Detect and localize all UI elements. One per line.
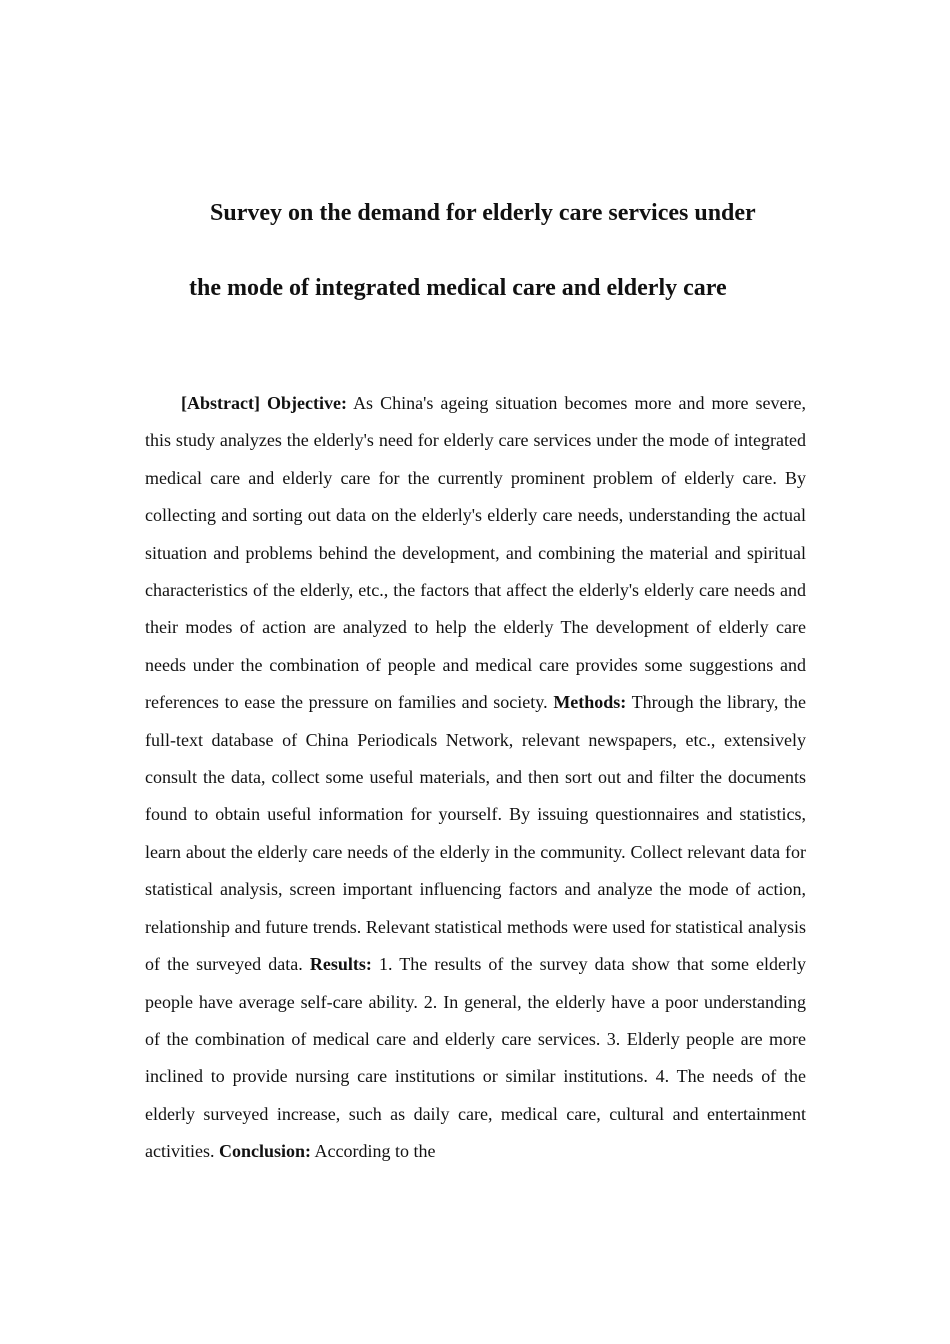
title-line-1: Survey on the demand for elderly care services under [210,200,756,226]
methods-label: Methods: [553,692,627,713]
abstract-paragraph [145,385,806,1171]
objective-text: As China's ageing situation becomes more and more severe, this study analyzes the elderly's need for elderly care services under the mode of integrated medical care and elderly care for the currently prominent problem of elderly care. By collecting and sorting out data on the elderly's elderly care needs, understanding the actual situation and problems behind the development, and combining the material and spiritual characteristics of the elderly, etc., the factors that affect the elderly's elderly care needs and their modes of action are analyzed to help the elderly The development of elderly care needs under the combination of people and medical care provides some suggestions and references to ease the pressure on families and society. [145,393,807,713]
abstract-label: [Abstract] [181,393,260,413]
results-label: Results: [309,954,372,975]
methods-text: Through the library, the full-text database of China Periodicals Network, relevant newspapers, etc., extensively consult the data, collect some useful materials, and then sort out and filter the documents found to obtain useful information for yourself. By issuing questionnaires and statistics, learn about the elderly care needs of the elderly in the community. Collect relevant data for statistical analysis, screen important influencing factors and analyze the mode of action, relationship and future trends. Relevant statistical methods were used for statistical analysis of the surveyed data. [145,692,806,975]
title-line-2: the mode of integrated medical care and elderly care [189,275,727,301]
conclusion-text: According to the [314,1141,436,1162]
objective-label: Objective: [267,393,347,413]
results-text: 1. The results of the survey data show that some elderly people have average self-care ability. 2. In general, the elderly have a poor understanding of the combination of medical care and elderly care services. 3. Elderly people are more inclined to provide nursing care institutions or similar institutions. 4. The needs of the elderly surveyed increase, such as daily care, medical care, cultural and entertainment activities. [145,954,807,1162]
conclusion-label: Conclusion: [218,1141,312,1162]
